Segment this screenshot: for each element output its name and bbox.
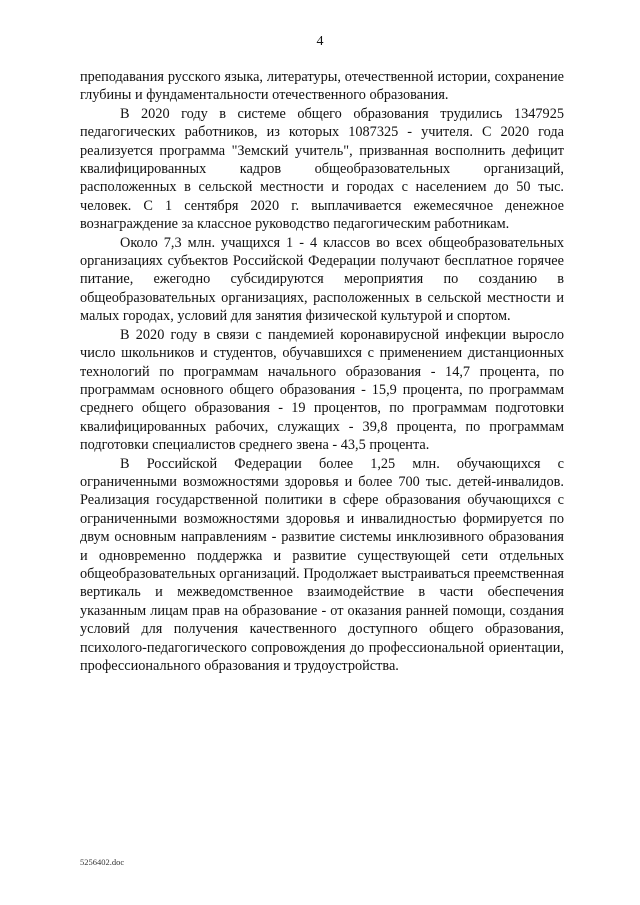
paragraph-school-meals: Около 7,3 млн. учащихся 1 - 4 классов во всех общеобразовательных организациях субъектов Российской Федерации получают бесплатное горячее питание, ежегодно субсидируются мероприятия по созданию в общеобразовательных организациях, расположенных в сельской местности и малых городах, условий для занятия физической культурой и спортом. — [80, 234, 564, 325]
paragraph-inclusive-education: В Российской Федерации более 1,25 млн. обучающихся с ограниченными возможностями здоровья и более 700 тыс. детей-инвалидов. Реализация государственной политики в сфере образования обучающихся с ограниченными возможностями здоровья и инвалидностью формируется по двум основным направлениям - развитие системы инклюзивного образования и одновременно поддержка и развитие существующей сети отдельных общеобразовательных организаций. Продолжает выстраиваться преемственная вертикаль и межведомственное взаимодействие в части обеспечения указанным лицам прав на образование - от оказания ранней помощи, создания условий для получения качественного доступного общего образования, психолого-педагогического сопровождения до профессиональной ориентации, профессионального образования и трудоустройства. — [80, 455, 564, 674]
paragraph-teachers: В 2020 году в системе общего образования трудились 1347925 педагогических работников, из которых 1087325 - учителя. С 2020 года реализуется программа "Земский учитель", призванная восполнить дефицит квалифицированных кадров общеобразовательных организаций, расположенных в сельской местности и городах с населением до 50 тыс. человек. С 1 сентября 2020 г. выплачивается ежемесячное денежное вознаграждение за классное руководство педагогическим работникам. — [80, 105, 564, 233]
paragraph-distance-learning: В 2020 году в связи с пандемией коронавирусной инфекции выросло число школьников и студентов, обучавшихся с применением дистанционных технологий по программам начального образования - 14,7 процента, по программам основного общего образования - 15,9 процента, по программам среднего общего образования - 19 процентов, по программам подготовки квалифицированных рабочих, служащих - 39,8 процента, по программам подготовки специалистов среднего звена - 43,5 процента. — [80, 326, 564, 454]
document-body — [80, 68, 564, 675]
page-number: 4 — [316, 34, 324, 49]
paragraph-continuation: преподавания русского языка, литературы, отечественной истории, сохранение глубины и фундаментальности отечественного образования. — [80, 69, 564, 104]
footer-document-reference: 5256402.doc — [80, 857, 125, 867]
